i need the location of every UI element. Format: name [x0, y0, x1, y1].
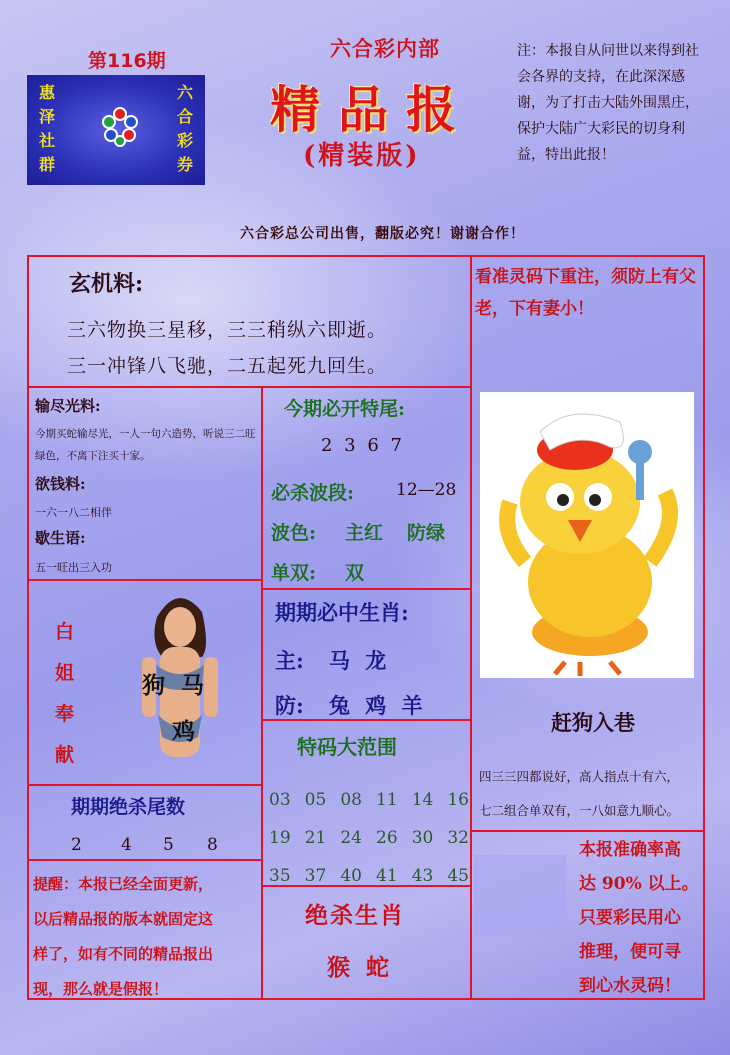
range-number: 03: [269, 790, 291, 810]
range-number: 30: [411, 828, 434, 848]
tail-digits: 2 3 6 7: [321, 435, 405, 456]
range-number: 21: [304, 828, 327, 848]
kill-zodiac-value: 猴 蛇: [327, 954, 394, 981]
baijie-char: 白: [55, 621, 75, 643]
divider: [29, 579, 261, 581]
parity-value: 双: [345, 562, 365, 584]
range-number: 32: [447, 828, 469, 848]
chick-caption: 赶狗入巷: [551, 710, 635, 735]
accuracy-line: 本报准确率高: [579, 840, 681, 860]
xuanji-line: 三一冲锋八飞驰，二五起死九回生。: [67, 355, 388, 377]
baijie-char: 奉: [55, 703, 75, 725]
kill-zodiac-heading: 绝杀生肖: [305, 902, 405, 929]
divider: [263, 588, 470, 590]
header-note: 注：本报自从问世以来得到社会各界的支持，在此深深感谢，为了打击大陆外围黑庄，保护大陆广大彩民的切身利益，特出此报！: [517, 43, 699, 163]
banner-char: 惠: [38, 83, 55, 102]
range-grid: [269, 781, 469, 895]
page-subtitle: (精装版): [303, 141, 421, 171]
chick-mascot-icon: [480, 392, 694, 678]
copyright-notice: 六合彩总公司出售，翻版必究！谢谢合作！: [240, 226, 525, 242]
zodiac-guard-label: 防:: [275, 693, 304, 718]
range-number: 16: [447, 790, 469, 810]
divider: [261, 388, 263, 998]
color-guard: 防绿: [407, 522, 446, 544]
kill-band-value: 12—28: [396, 480, 457, 500]
banner-char: 群: [38, 155, 55, 174]
reminder-text: [33, 867, 261, 1007]
divider: [29, 784, 261, 786]
zodiac-guard-value: 兔 鸡 羊: [329, 693, 427, 718]
banner-char: 合: [176, 107, 193, 126]
yuqian-heading: 欲钱料:: [35, 475, 86, 493]
xuanji-line: 三六物换三星移，三三稍纵六即逝。: [67, 319, 388, 341]
range-row: [269, 781, 469, 819]
faded-block: [474, 855, 566, 935]
banner-logo: [27, 75, 205, 185]
zodiac-main-value: 马 龙: [329, 648, 391, 673]
divider: [472, 830, 703, 832]
range-number: 26: [376, 828, 398, 848]
banner-char: 券: [176, 155, 193, 174]
range-row: [269, 857, 469, 895]
tail-heading: 今期必开特尾:: [284, 398, 406, 420]
reminder-line: 样了，如有不同的精品报出: [33, 945, 214, 963]
warning-text: 看准灵码下重注，须防上有父老，下有妻小！: [475, 267, 696, 319]
zodiac-main-label: 主:: [275, 648, 304, 673]
xiesheng-text: 五一旺出三入功: [35, 561, 112, 574]
chick-poem: 七二组合单双有，一八如意九顺心。: [479, 803, 680, 818]
girl-overlay-text: 鸡: [172, 718, 195, 745]
accuracy-line: 到心水灵码！: [579, 976, 681, 996]
range-number: 43: [411, 866, 434, 886]
chick-poem: 四三三四都说好，高人指点十有六，: [479, 769, 680, 784]
xuanji-heading: 玄机料:: [69, 271, 144, 297]
jueshawei-digit: 4: [121, 835, 132, 855]
range-number: 35: [269, 866, 291, 886]
divider: [29, 859, 261, 861]
banner-left-text: [35, 81, 59, 177]
range-number: 37: [304, 866, 327, 886]
banner-char: 泽: [38, 107, 55, 126]
reminder-line: 以后精品报的版本就固定这: [33, 910, 214, 928]
range-number: 19: [269, 828, 291, 848]
parity-label: 单双:: [271, 562, 317, 584]
color-main: 主红: [345, 522, 384, 544]
girl-overlay-text: 狗 马: [142, 672, 209, 699]
page-title: 精品报: [270, 80, 474, 139]
banner-char: 彩: [176, 131, 193, 150]
jueshawei-heading: 期期绝杀尾数: [71, 796, 186, 818]
jueshawei-digit: 5: [163, 835, 174, 855]
accuracy-line: 只要彩民用心: [579, 908, 681, 928]
kill-band-label: 必杀波段:: [271, 482, 355, 504]
banner-right-text: [173, 81, 197, 177]
banner-char: 社: [38, 131, 55, 150]
accuracy-text: [579, 833, 703, 1003]
banner-char: 六: [176, 83, 193, 102]
chick-illustration: [480, 392, 694, 678]
baijie-char: 献: [55, 744, 75, 766]
range-row: [269, 819, 469, 857]
divider: [29, 386, 470, 388]
shuijin-text: 今期买蛇输尽光，一人一句六造势，听说三二旺绿色，不离下注买十家。: [35, 428, 256, 462]
range-number: 05: [304, 790, 327, 810]
range-number: 24: [340, 828, 362, 848]
baijie-char: 姐: [55, 662, 75, 684]
reminder-line: 现，那么就是假报！: [33, 980, 169, 998]
accuracy-line: 达 90% 以上。: [579, 874, 699, 894]
issue-number: 第116期: [88, 50, 166, 72]
range-number: 11: [376, 790, 398, 810]
shuijin-heading: 输尽光料:: [35, 397, 101, 415]
model-photo: [132, 587, 225, 770]
range-number: 40: [340, 866, 362, 886]
range-heading: 特码大范围: [297, 735, 397, 759]
baijie-vertical: [55, 612, 79, 776]
color-label: 波色:: [271, 522, 317, 544]
range-number: 08: [340, 790, 362, 810]
reminder-line: 提醒：本报已经全面更新，: [33, 875, 214, 893]
range-number: 41: [376, 866, 398, 886]
range-number: 14: [411, 790, 434, 810]
range-number: 45: [447, 866, 469, 886]
yuqian-text: 一六一八二相伴: [35, 506, 112, 519]
accuracy-line: 推理，便可寻: [579, 942, 681, 962]
title-top: 六合彩内部: [330, 36, 440, 61]
zodiac-heading: 期期必中生肖:: [275, 600, 409, 625]
jueshawei-digit: 8: [207, 835, 218, 855]
divider: [470, 257, 472, 998]
jueshawei-digit: 2: [71, 835, 82, 855]
lottery-balls-icon: [99, 105, 141, 147]
xiesheng-heading: 歇生语:: [35, 529, 86, 547]
